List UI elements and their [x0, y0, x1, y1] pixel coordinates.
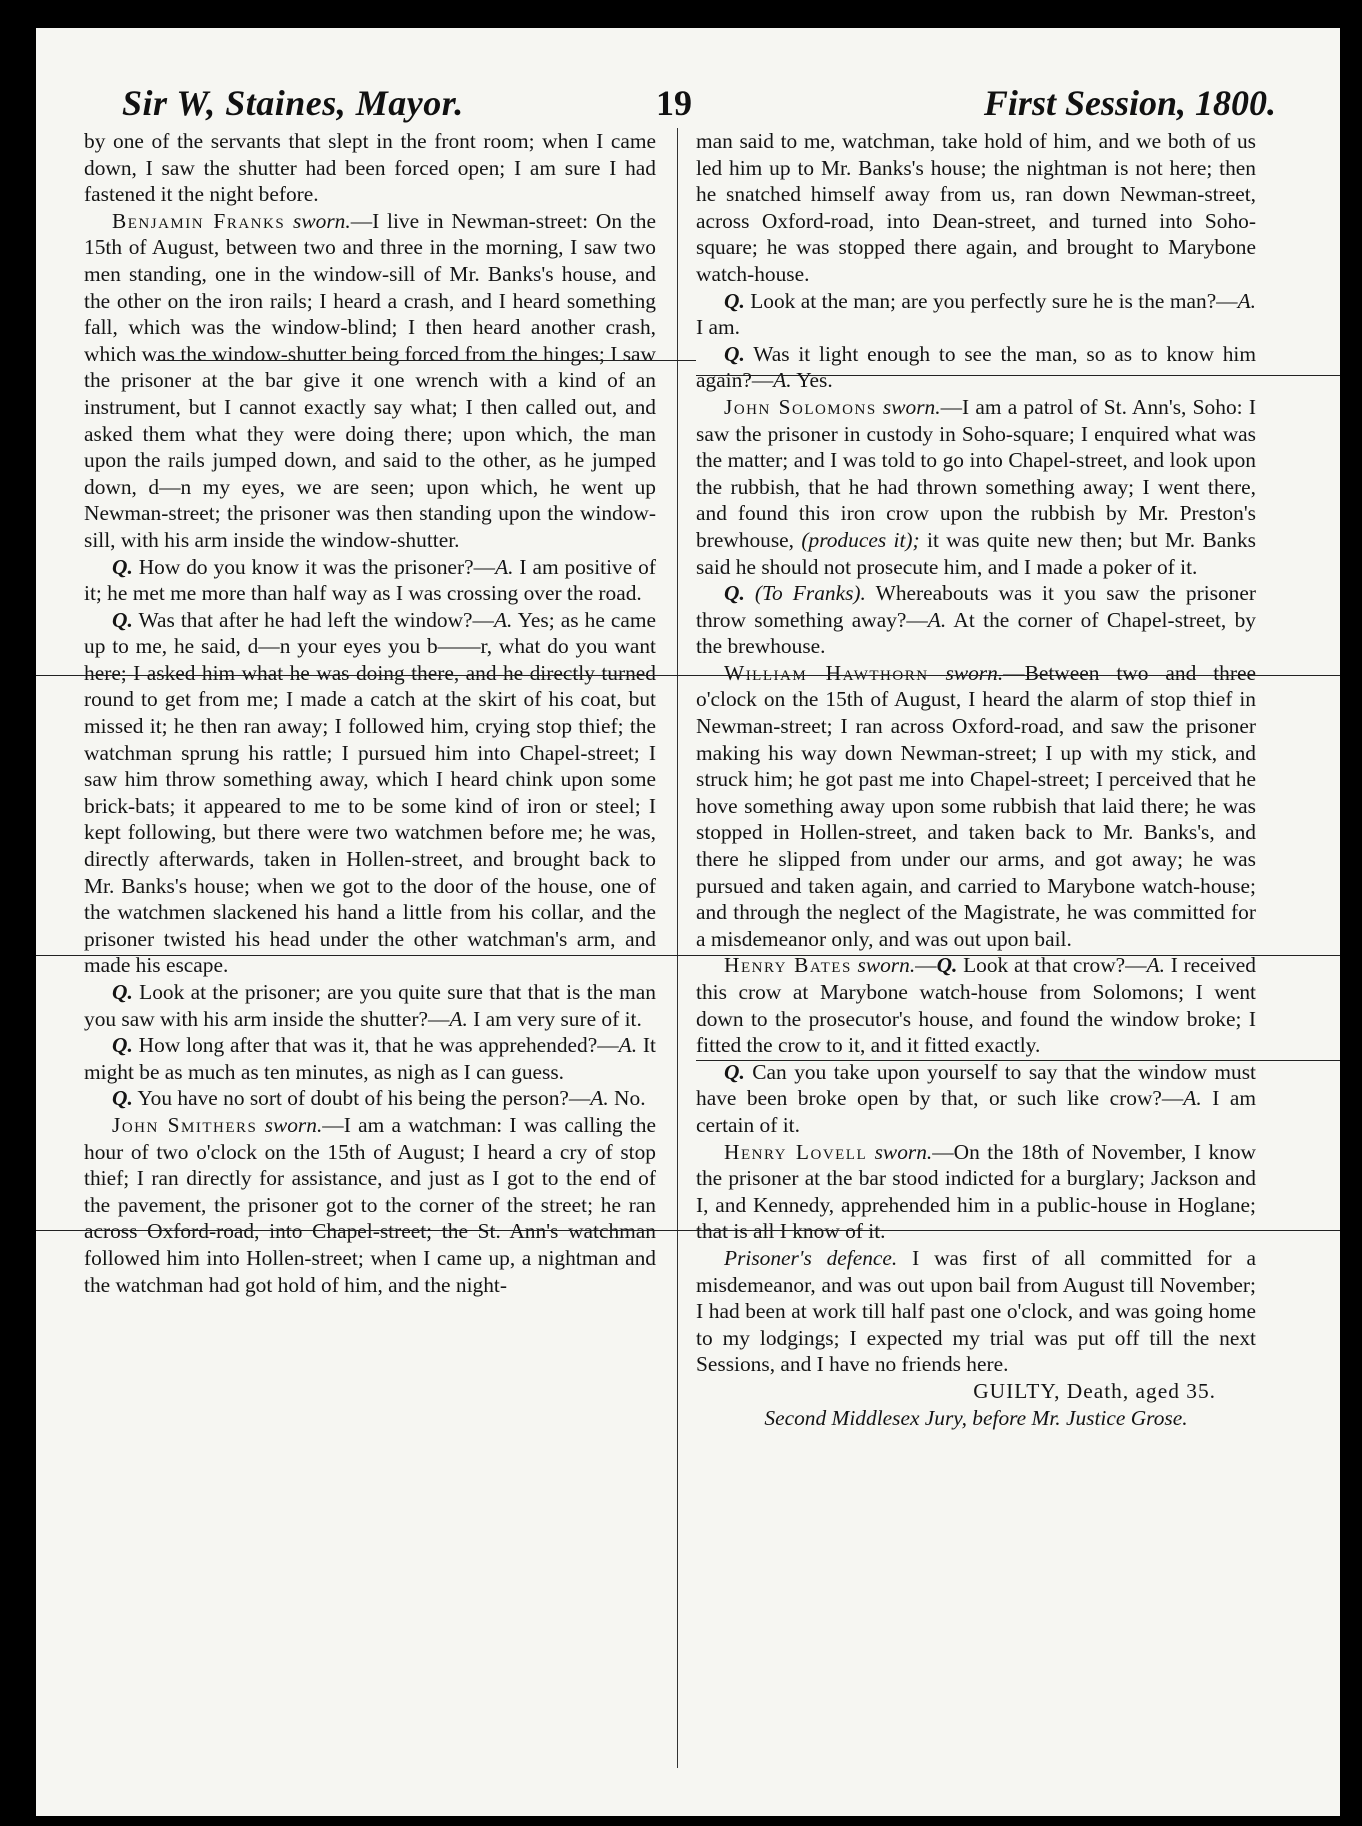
- answer-mark: A.: [1146, 953, 1165, 978]
- document-page: [36, 28, 1340, 1816]
- defence-text: I was first of all committed for a misdemeanor, and was out upon bail from August till November; I had been at work till half past one o'clock, and was going home to my lodgings; I expected my trial was put off till the next Sessions, and I have no friends here.: [696, 1245, 1256, 1377]
- testimony-text: —On the 18th of November, I know the prisoner at the bar stood indicted for a burglary; Jackson and I, and Kennedy, apprehended him in a public-house in Hoglane; that is all I know of it.: [696, 1139, 1256, 1244]
- question-mark: Q.: [112, 607, 133, 632]
- answer-mark: A.: [618, 1033, 638, 1058]
- qa-paragraph: [696, 341, 1256, 394]
- question-text: Was it light enough to see the man, so as to know him again?—: [696, 341, 1256, 393]
- witness-name: John Solomons: [724, 394, 877, 419]
- sworn-label: sworn.: [293, 208, 351, 233]
- qa-paragraph: [696, 580, 1256, 660]
- scan-line: [696, 375, 1340, 376]
- verdict: GUILTY, Death, aged 35.: [973, 1378, 1216, 1403]
- question-text: You have no sort of doubt of his being the person?—: [132, 1086, 591, 1111]
- question-mark: Q.: [112, 554, 133, 579]
- answer-mark: A.: [773, 368, 792, 393]
- testimony-franks: [84, 208, 656, 554]
- testimony-text: —I am a watchman: I was calling the hour of two o'clock on the 15th of August; I heard a cry of stop thief; I ran directly for assistance, and just as I got to the end of the pavement, the prisoner got to the corner of the street; he ran across Oxford-road, into Chapel-street; the St. Ann's watchman followed him into Hollen-street; when I came up, a nightman and the watchman had got hold of him, and the night-: [84, 1112, 656, 1297]
- sworn-label: sworn.: [945, 660, 1004, 685]
- answer-mark: A.: [493, 607, 513, 632]
- stage-direction: (To Franks).: [744, 581, 866, 606]
- answer-text: I am positive of it; he met me more than half way as I was crossing over the road.: [84, 554, 656, 606]
- testimony-smithers: [84, 1112, 656, 1298]
- question-text: Was that after he had left the window?—: [132, 607, 494, 632]
- testimony-text: it was quite new then; but Mr. Banks said he should not prosecute him, and I made a poker of it.: [696, 527, 1256, 579]
- question-mark: Q.: [112, 980, 133, 1004]
- scan-line: [36, 955, 1340, 956]
- answer-mark: A.: [495, 554, 514, 579]
- question-mark: Q.: [724, 581, 745, 606]
- question-mark: Q.: [112, 1033, 133, 1058]
- question-text: Look at the prisoner; are you quite sure that that is the man you saw with his arm inside the shutter?—: [84, 980, 656, 1031]
- qa-paragraph: [84, 979, 656, 1032]
- answer-text: It might be as much as ten minutes, as nigh as I can guess.: [84, 1033, 656, 1084]
- answer-text: I am certain of it.: [696, 1086, 1256, 1137]
- paragraph: [696, 128, 1256, 288]
- testimony-hawthorn: [696, 660, 1256, 953]
- question-mark: Q.: [724, 288, 745, 313]
- witness-name: William Hawthorn: [724, 660, 929, 685]
- question-text: How do you know it was the prisoner?—: [132, 554, 496, 579]
- paragraph-text: man said to me, watchman, take hold of him, and we both of us led him up to Mr. Banks's house; the nightman is not here; then he snatched himself away from us, ran down Newman-street, across Oxford-road, into Dean-street, and turned into Soho-square; he was stopped there again, and brought to Marybone watch-house.: [696, 129, 1256, 286]
- answer-text: At the corner of Chapel-street, by the brewhouse.: [696, 607, 1256, 659]
- answer-text: I received this crow at Marybone watch-house from Solomons; I went down to the prosecutor's house, and found the window broke; I fitted the crow to it, and it fitted exactly.: [696, 953, 1256, 1058]
- answer-text: I am very sure of it.: [467, 1006, 642, 1031]
- answer-mark: A.: [449, 1006, 468, 1031]
- dash: —: [915, 953, 937, 978]
- scan-line: [36, 675, 1340, 676]
- testimony-text: —Between two and three o'clock on the 15th of August, I heard the alarm of stop thief in Newman-street; I ran across Oxford-road, and saw the prisoner making his way down Newman-street; I up with my stick, and struck him; he got past me into Chapel-street; I perceived that he hove something away upon some rubbish that laid there; he was stopped in Hollen-street, and taken back to Mr. Banks's, and there he slipped from under our arms, and got away; he was pursued and taken again, and carried to Marybone watch-house; and through the neglect of the Magistrate, he was committed for a misdemeanor only, and was out upon bail.: [696, 660, 1256, 951]
- right-column: [696, 128, 1256, 1768]
- question-text: Look at that crow?—: [957, 953, 1147, 978]
- running-head: [106, 78, 1276, 132]
- answer-mark: A.: [927, 607, 947, 632]
- qa-paragraph: [84, 1032, 656, 1085]
- witness-name: Benjamin Franks: [112, 208, 286, 233]
- scan-line: [696, 1060, 1340, 1061]
- question-text: Whereabouts was it you saw the prisoner throw something away?—: [696, 581, 1256, 632]
- testimony-lovell: [696, 1139, 1256, 1245]
- question-mark: Q.: [112, 1086, 133, 1111]
- header-mayor: Sir W, Staines, Mayor.: [122, 83, 464, 123]
- jury-line: Second Middlesex Jury, before Mr. Justice Grose.: [764, 1405, 1188, 1430]
- testimony-text: —I live in Newman-street: On the 15th of August, between two and three in the morning, I saw two men standing, one in the window-sill of Mr. Banks's house, and the other on the iron rails; I heard a crash, and I heard something fall, which was the window-blind; I then heard another crash, which was the window-shutter being forced from the hinges; I saw the prisoner at the bar give it one wrench with a kind of an instrument, but I cannot exactly say what; I then called out, and asked them what they were doing there; upon which, the man upon the rails jumped down, and said to the other, as he jumped down, d—n my eyes, we are seen; upon which, he went up Newman-street; the prisoner was then standing upon the window-sill, with his arm inside the window-shutter.: [84, 208, 656, 552]
- testimony-solomons: [696, 394, 1256, 580]
- qa-paragraph: [696, 288, 1256, 341]
- paragraph-text: by one of the servants that slept in the front room; when I came down, I saw the shutter had been forced open; I am sure I had fastened it the night before.: [84, 129, 656, 207]
- paragraph: [84, 128, 656, 208]
- answer-text: Yes; as he came up to me, he said, d—n your eyes you b——r, what do you want here; I asked him what he was doing there, and he directly turned round to get from me; I made a catch at the skirt of his coat, but missed it; he then ran away; I followed him, crying stop thief; the watchman sprung his rattle; I pursued him into Chapel-street; I saw him throw something away, which I heard chink upon some brick-bats; it appeared to me to be some kind of iron or steel; I kept following, but there were two watchmen before me; he was, directly afterwards, taken in Hollen-street, and brought back to Mr. Banks's house; when we got to the door of the house, one of the watchmen slackened his hand a little from his collar, and the prisoner twisted his head under the other watchman's arm, and made his escape.: [84, 607, 656, 978]
- question-mark: Q.: [936, 953, 958, 978]
- qa-paragraph: [84, 607, 656, 979]
- question-mark: Q.: [724, 1059, 745, 1084]
- testimony-text: —I am a patrol of St. Ann's, Soho: I saw the prisoner in custody in Soho-square; I enquired what was the matter; and I was told to go into Chapel-street, and look upon the rubbish, that he had thrown something away; I went there, and found this iron crow upon the rubbish by Mr. Preston's brewhouse,: [696, 394, 1256, 552]
- sworn-label: sworn.: [857, 953, 916, 978]
- qa-paragraph: [84, 1085, 656, 1112]
- sworn-label: sworn.: [874, 1139, 933, 1164]
- witness-name: Henry Lovell: [724, 1139, 868, 1164]
- sworn-label: sworn.: [882, 394, 941, 419]
- scan-line: [36, 1230, 1340, 1231]
- testimony-bates: [696, 952, 1256, 1058]
- answer-mark: A.: [590, 1086, 609, 1111]
- defence-label: Prisoner's defence.: [724, 1245, 898, 1270]
- left-column: [84, 128, 656, 1768]
- answer-text: Yes.: [791, 368, 833, 393]
- header-session: First Session, 1800.: [983, 83, 1276, 123]
- sworn-label: sworn.: [264, 1112, 323, 1137]
- column-divider: [677, 128, 678, 1768]
- answer-mark: A.: [1183, 1086, 1202, 1111]
- stage-direction: (produces it);: [801, 527, 920, 552]
- question-text: How long after that was it, that he was apprehended?—: [132, 1033, 619, 1058]
- answer-text: I am.: [696, 315, 740, 340]
- question-text: Look at the man; are you perfectly sure he is the man?—: [744, 288, 1238, 313]
- answer-text: No.: [608, 1086, 646, 1111]
- question-mark: Q.: [724, 341, 745, 366]
- page-number: 19: [656, 83, 692, 123]
- prisoner-defence: [696, 1245, 1256, 1378]
- answer-mark: A.: [1237, 288, 1256, 313]
- witness-name: John Smithers: [112, 1112, 258, 1137]
- qa-paragraph: [84, 554, 656, 607]
- qa-paragraph: [696, 1059, 1256, 1139]
- witness-name: Henry Bates: [724, 953, 852, 978]
- scan-line: [156, 360, 696, 361]
- question-text: Can you take upon yourself to say that the window must have been broke open by that, or such like crow?—: [696, 1059, 1256, 1111]
